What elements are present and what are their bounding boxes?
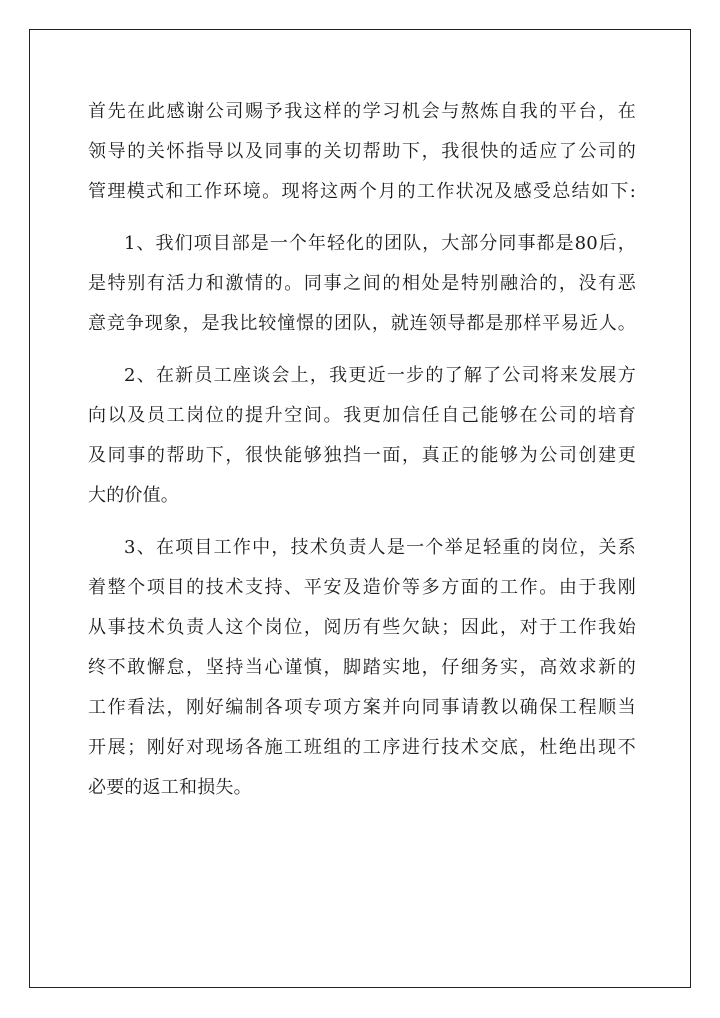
paragraph-spacer	[88, 344, 636, 356]
document-body	[88, 92, 636, 808]
text-line: 工作看法，刚好编制各项专项方案并向同事请教以确保工程顺当	[88, 697, 636, 718]
paragraph-point-1	[88, 224, 636, 344]
text-line: 大的价值。	[88, 485, 179, 506]
text-line: 领导的关怀指导以及同事的关切帮助下，我很快的适应了公司的	[88, 141, 636, 162]
text-line: 管理模式和工作环境。现将这两个月的工作状况及感受总结如下:	[88, 181, 636, 202]
paragraph-point-2	[88, 356, 636, 516]
paragraph-intro	[88, 92, 636, 212]
paragraph-spacer	[88, 212, 636, 224]
text-line: 必要的返工和损失。	[88, 777, 252, 798]
text-line: 着整个项目的技术支持、平安及造价等多方面的工作。由于我刚	[88, 577, 636, 598]
text-line: 2、在新员工座谈会上，我更近一步的了解了公司将来发展方	[124, 365, 636, 386]
text-line: 及同事的帮助下，很快能够独挡一面，真正的能够为公司创建更	[88, 445, 636, 466]
text-line: 意竞争现象，是我比较憧憬的团队，就连领导都是那样平易近人。	[88, 313, 636, 334]
text-line: 从事技术负责人这个岗位，阅历有些欠缺；因此，对于工作我始	[88, 617, 636, 638]
text-line: 终不敢懈怠，坚持当心谨慎，脚踏实地，仔细务实，高效求新的	[88, 657, 636, 678]
text-line: 向以及员工岗位的提升空间。我更加信任自己能够在公司的培育	[88, 405, 636, 426]
paragraph-spacer	[88, 516, 636, 528]
paragraph-point-3	[88, 528, 636, 808]
text-line: 首先在此感谢公司赐予我这样的学习机会与熬炼自我的平台，在	[88, 101, 636, 122]
text-line: 开展；刚好对现场各施工班组的工序进行技术交底，杜绝出现不	[88, 737, 636, 758]
text-line: 是特别有活力和激情的。同事之间的相处是特别融洽的，没有恶	[88, 273, 636, 294]
text-line: 3、在项目工作中，技术负责人是一个举足轻重的岗位，关系	[124, 537, 636, 558]
text-line: 1、我们项目部是一个年轻化的团队，大部分同事都是80后，	[124, 233, 636, 254]
